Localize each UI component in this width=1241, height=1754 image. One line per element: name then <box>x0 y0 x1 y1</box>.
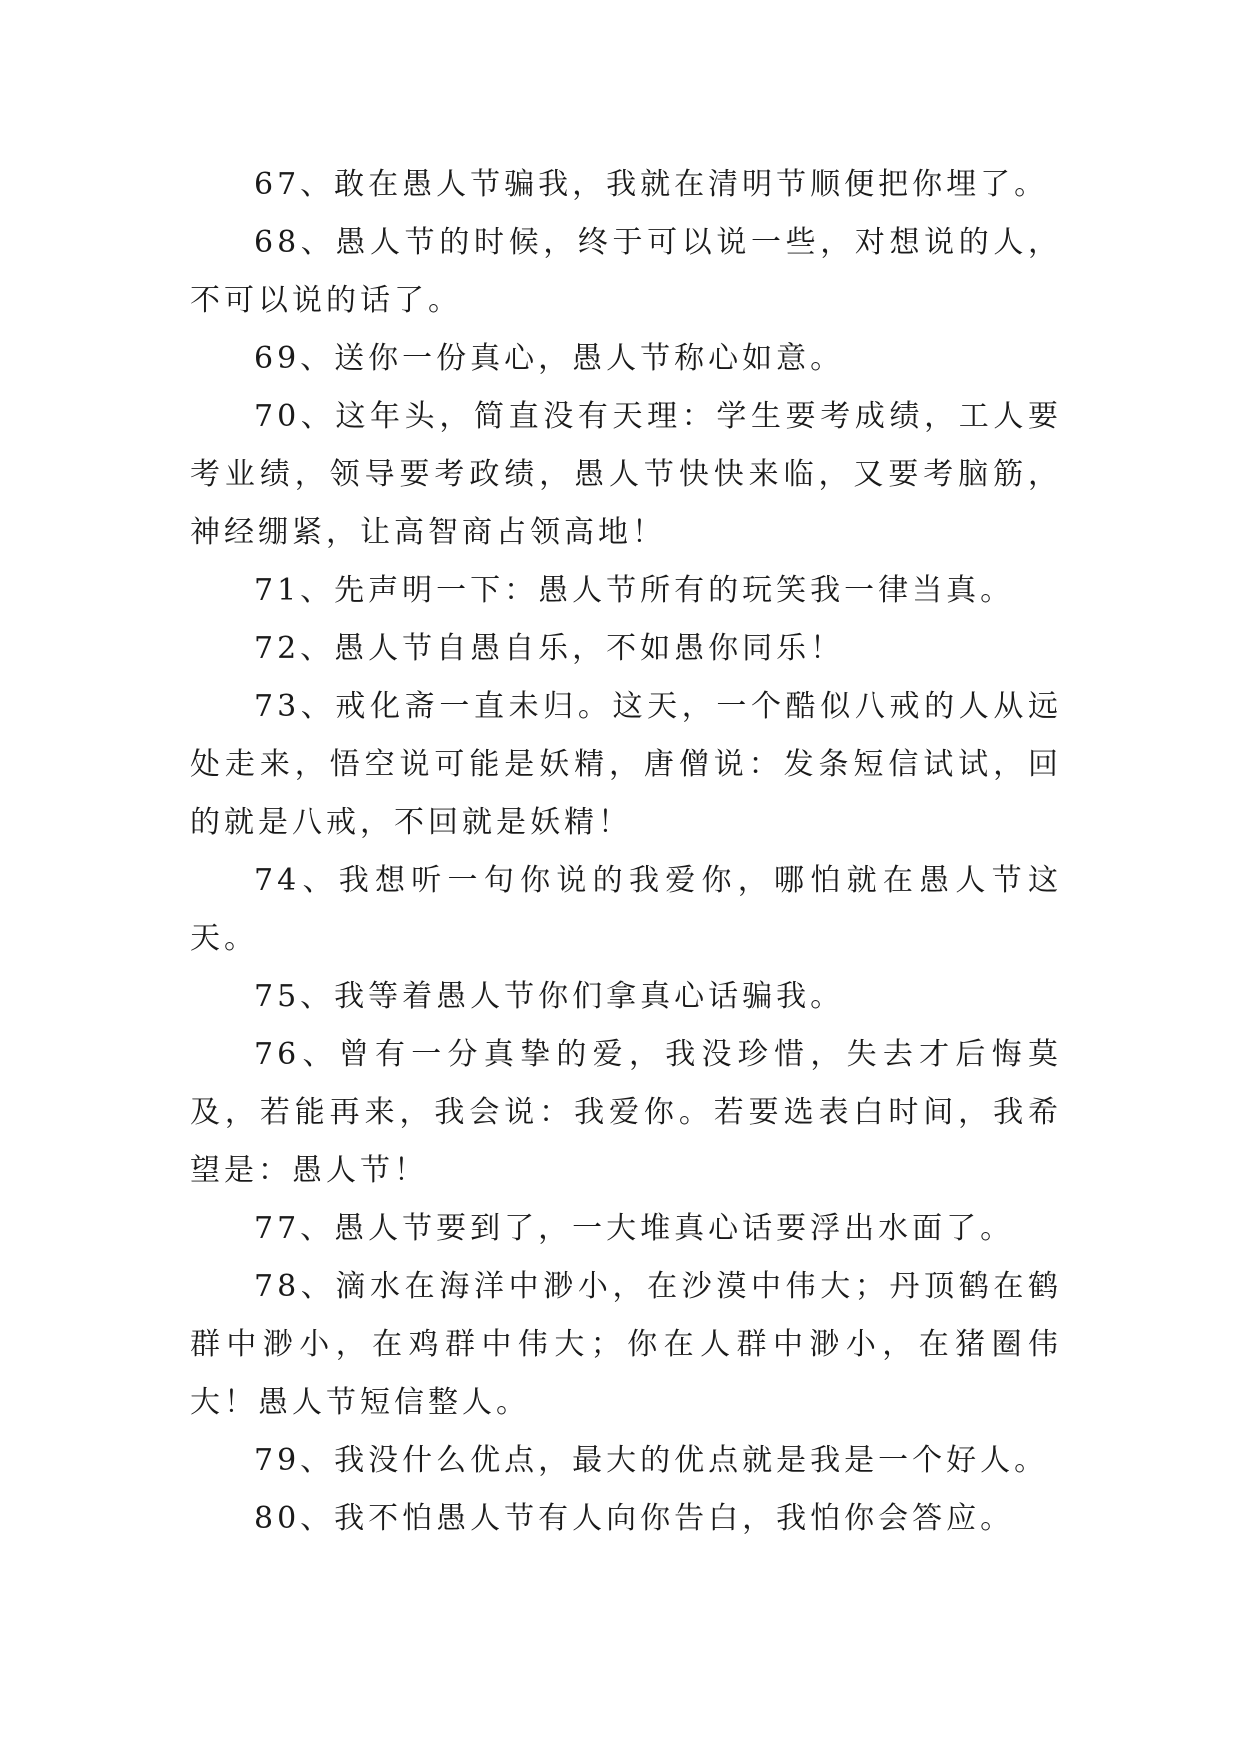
paragraph-70: 70、这年头，简直没有天理：学生要考成绩，工人要考业绩，领导要考政绩，愚人节快快来临，又要考脑筋，神经绷紧，让高智商占领高地！ <box>190 399 1062 550</box>
paragraph-79: 79、我没什么优点，最大的优点就是我是一个好人。 <box>254 1443 1049 1478</box>
paragraph-74: 74、我想听一句你说的我爱你，哪怕就在愚人节这天。 <box>190 863 1062 956</box>
paragraph-76: 76、曾有一分真挚的爱，我没珍惜，失去才后悔莫及，若能再来，我会说：我爱你。若要选表白时间，我希望是：愚人节！ <box>190 1037 1062 1188</box>
paragraph-73: 73、戒化斋一直未归。这天，一个酷似八戒的人从远处走来，悟空说可能是妖精，唐僧说：发条短信试试，回的就是八戒，不回就是妖精！ <box>190 689 1062 840</box>
paragraph-67: 67、敢在愚人节骗我，我就在清明节顺便把你埋了。 <box>254 167 1049 202</box>
document-body <box>190 156 1062 1548</box>
paragraph-69: 69、送你一份真心，愚人节称心如意。 <box>254 341 845 376</box>
paragraph-80: 80、我不怕愚人节有人向你告白，我怕你会答应。 <box>254 1501 1015 1536</box>
paragraph-75: 75、我等着愚人节你们拿真心话骗我。 <box>254 979 845 1014</box>
paragraph-71: 71、先声明一下：愚人节所有的玩笑我一律当真。 <box>254 573 1015 608</box>
paragraph-72: 72、愚人节自愚自乐，不如愚你同乐！ <box>254 631 845 666</box>
paragraph-68: 68、愚人节的时候，终于可以说一些，对想说的人，不可以说的话了。 <box>190 225 1062 318</box>
paragraph-77: 77、愚人节要到了，一大堆真心话要浮出水面了。 <box>254 1211 1015 1246</box>
paragraph-78: 78、滴水在海洋中渺小，在沙漠中伟大；丹顶鹤在鹤群中渺小，在鸡群中伟大；你在人群中渺小，在猪圈伟大！愚人节短信整人。 <box>190 1269 1062 1420</box>
